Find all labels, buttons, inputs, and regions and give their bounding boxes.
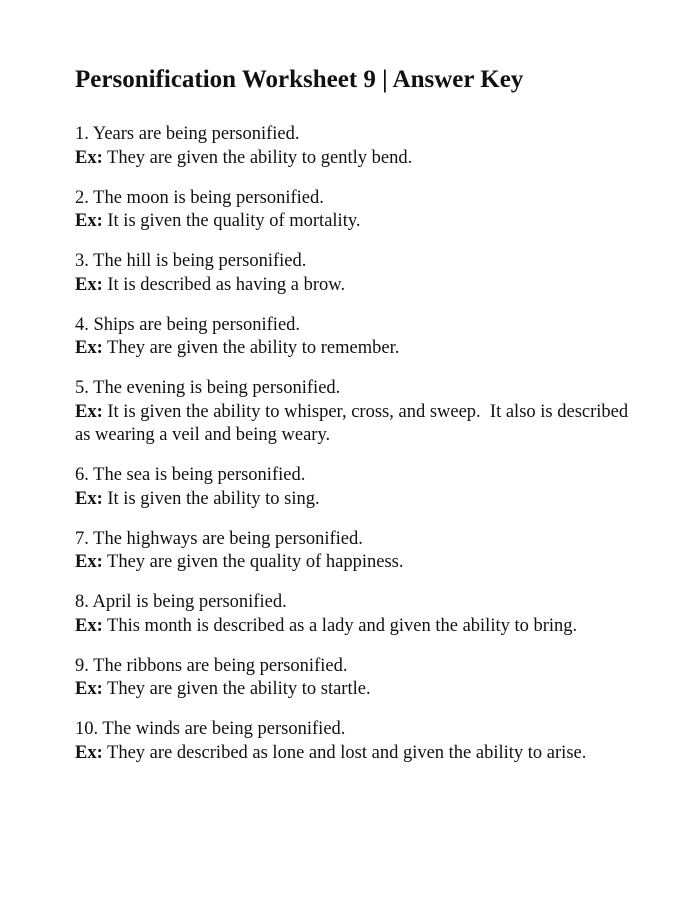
answer-item-10 xyxy=(75,718,635,765)
ex-label: Ex: xyxy=(75,338,103,358)
answer-text xyxy=(75,678,635,702)
answer-item-8 xyxy=(75,591,635,638)
question-text: 8. April is being personified. xyxy=(75,592,287,612)
answer-value: It is given the ability to whisper, cross, and sweep. It also is described as wearing a veil and being weary. xyxy=(75,401,633,445)
answer-item-2 xyxy=(75,187,635,234)
answer-value: It is given the quality of mortality. xyxy=(107,211,361,231)
answer-value: It is given the ability to sing. xyxy=(107,488,320,509)
question-text: 9. The ribbons are being personified. xyxy=(75,655,348,676)
ex-label: Ex: xyxy=(75,147,103,168)
question-text: 1. Years are being personified. xyxy=(75,124,300,144)
question-text: 7. The highways are being personified. xyxy=(75,528,363,549)
question-text: 5. The evening is being personified. xyxy=(75,378,341,398)
answer-text xyxy=(75,401,635,448)
answer-item-5 xyxy=(75,377,635,448)
question-text: 6. The sea is being personified. xyxy=(75,465,306,485)
answer-item-4 xyxy=(75,314,635,361)
answer-value: They are given the ability to remember. xyxy=(107,338,400,358)
ex-label: Ex: xyxy=(75,615,103,636)
answer-item-6 xyxy=(75,464,635,511)
answer-text xyxy=(75,274,635,298)
answer-text xyxy=(75,337,635,361)
answer-text xyxy=(75,147,635,171)
ex-label: Ex: xyxy=(75,211,103,231)
answer-value: This month is described as a lady and given the ability to bring. xyxy=(107,615,578,636)
ex-label: Ex: xyxy=(75,274,103,295)
answer-item-3 xyxy=(75,250,635,297)
answer-value: They are given the ability to gently bend. xyxy=(107,147,413,168)
answer-value: They are described as lone and lost and given the ability to arise. xyxy=(107,742,587,763)
answer-item-7 xyxy=(75,528,635,575)
question-text: 4. Ships are being personified. xyxy=(75,314,301,335)
answer-text xyxy=(75,210,635,234)
page-title: Personification Worksheet 9 | Answer Key xyxy=(75,66,524,93)
ex-label: Ex: xyxy=(75,488,103,509)
answer-value: They are given the quality of happiness. xyxy=(107,552,404,572)
answer-text xyxy=(75,551,635,575)
ex-label: Ex: xyxy=(75,742,103,763)
answer-list xyxy=(75,123,635,782)
answer-value: It is described as having a brow. xyxy=(107,274,346,295)
answer-text xyxy=(75,615,635,639)
answer-text xyxy=(75,742,635,766)
answer-value: They are given the ability to startle. xyxy=(107,679,371,699)
ex-label: Ex: xyxy=(75,401,103,422)
question-text: 10. The winds are being personified. xyxy=(75,719,346,739)
question-text: 2. The moon is being personified. xyxy=(75,187,324,208)
answer-item-1 xyxy=(75,123,635,170)
answer-text xyxy=(75,488,635,512)
ex-label: Ex: xyxy=(75,552,103,572)
question-text: 3. The hill is being personified. xyxy=(75,251,307,271)
answer-item-9 xyxy=(75,655,635,702)
ex-label: Ex: xyxy=(75,679,103,699)
